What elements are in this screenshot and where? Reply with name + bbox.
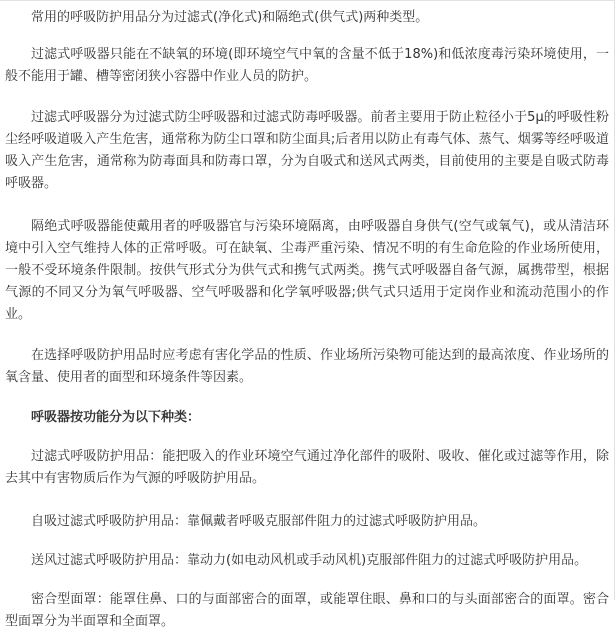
section-heading-by-function: 呼吸器按功能分为以下种类： [31,410,201,425]
paragraph-filter-usage: 过滤式呼吸器只能在不缺氧的环境(即环境空气中氧的含量不低于18%)和低浓度毒污染环境使用，一般不能用于罐、槽等密闭狭小容器中作业人员的防护。 [5,47,609,84]
paragraph-protection-types: 常用的呼吸防护用品分为过滤式(净化式)和隔绝式(供气式)两种类型。 [31,10,429,25]
definition-powered-filter: 送风过滤式呼吸防护用品：靠动力(如电动风机或手动风机)克服部件阻力的过滤式呼吸防护用品。 [31,553,588,568]
paragraph-isolation-respirator: 隔绝式呼吸器能使戴用者的呼吸器官与污染环境隔离，由呼吸器自身供气(空气或氧气)，或从清洁环境中引入空气维持人体的正常呼吸。可在缺氧、尘毒严重污染、情况不明的有生命危险的作业场所使用，一般不受环境条件限制。按供气形式分为供气式和携气式两类。携气式呼吸器自备气源，属携带型，根据气源的不同又分为氧气呼吸器、空气呼吸器和化学氧呼吸器;供气式只适用于定岗作业和流动范围小的作业。 [5,219,609,322]
definition-self-priming-filter: 自吸过滤式呼吸防护用品：靠佩戴者呼吸克服部件阻力的过滤式呼吸防护用品。 [31,514,487,529]
definition-filter-type: 过滤式呼吸防护用品：能把吸入的作业环境空气通过净化部件的吸附、吸收、催化或过滤等作用，除去其中有害物质后作为气源的呼吸防护用品。 [5,449,609,486]
paragraph-filter-categories: 过滤式呼吸器分为过滤式防尘呼吸器和过滤式防毒呼吸器。前者主要用于防止粒径小于5μ的呼吸性粉尘经呼吸道吸入产生危害，通常称为防尘口罩和防尘面具;后者用以防止有毒气体、蒸气、烟雾等经呼吸道吸入产生危害，通常称为防毒面具和防毒口罩，分为自吸式和送风式两类，目前使用的主要是自吸式防毒呼吸器。 [5,110,609,191]
article-body [5,7,609,633]
definition-tight-fitting-mask: 密合型面罩：能罩住鼻、口的与面部密合的面罩，或能罩住眼、鼻和口的与头面部密合的面罩。密合型面罩分为半面罩和全面罩。 [5,592,609,629]
paragraph-selection-factors: 在选择呼吸防护用品时应考虑有害化学品的性质、作业场所污染物可能达到的最高浓度、作业场所的氧含量、使用者的面型和环境条件等因素。 [5,348,609,385]
